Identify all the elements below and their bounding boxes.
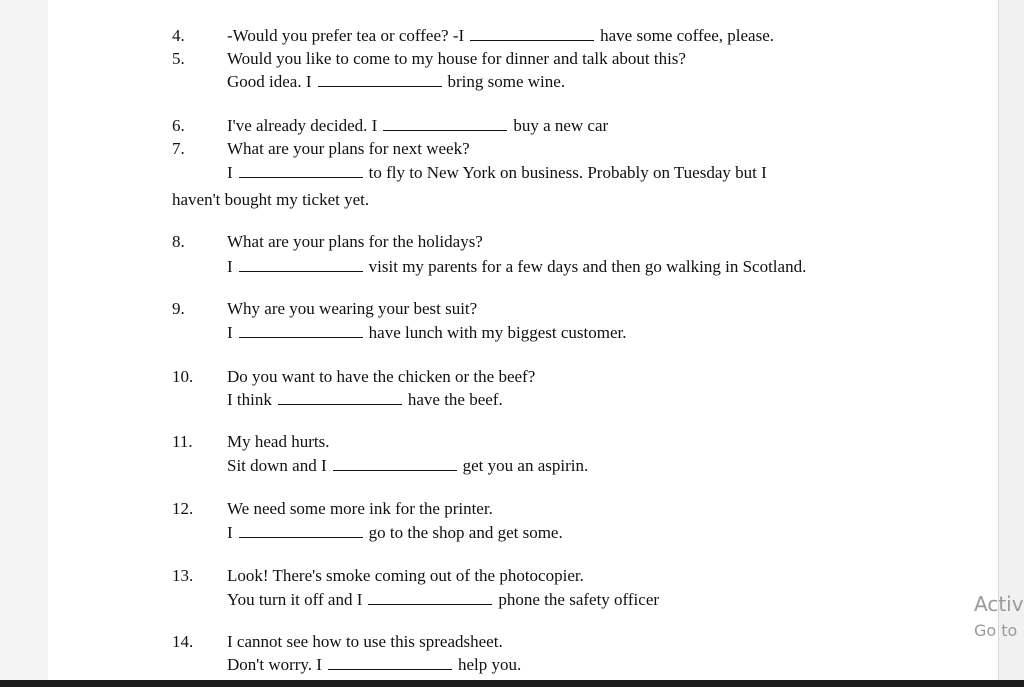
item-question: What are your plans for next week? [227,139,470,158]
line-text-after: phone the safety officer [498,590,660,609]
answer-blank [368,588,492,605]
exercise-item-11 [0,430,900,453]
exercise-item-11-answer [0,454,900,477]
item-question: Do you want to have the chicken or the beef? [227,367,536,386]
item-continuation: haven't bought my ticket yet. [172,190,370,209]
item-number: 7. [172,139,185,158]
line-text-before: I [227,163,233,182]
line-text-before: Don't worry. I [227,655,322,674]
line-text-after: have some coffee, please. [600,26,774,45]
activation-watermark-line1: Activ [974,592,1024,616]
item-line [227,24,774,47]
item-number: 4. [172,26,185,45]
exercise-item-13-answer [0,588,900,611]
line-text-after: visit my parents for a few days and then go walking in Scotland. [368,257,807,276]
exercise-item-7-continuation [0,188,900,211]
item-number: 5. [172,49,185,68]
item-number: 14. [172,632,194,651]
answer-blank [383,114,507,131]
exercise-item-10 [0,365,900,388]
item-line [227,521,563,544]
item-question: I cannot see how to use this spreadsheet. [227,632,503,651]
item-question: Look! There's smoke coming out of the photocopier. [227,566,584,585]
answer-blank [239,321,363,338]
exercise-item-8-answer [0,255,900,278]
item-question: We need some more ink for the printer. [227,499,493,518]
exercise-item-6 [0,114,900,137]
item-line [227,255,806,278]
item-question: My head hurts. [227,432,330,451]
line-text-after: buy a new car [513,116,609,135]
exercise-item-14-answer [0,653,900,676]
item-number: 13. [172,566,194,585]
item-line [227,70,565,93]
line-text-after: to fly to New York on business. Probably on Tuesday but I [368,163,767,182]
line-text-before: I [227,523,233,542]
answer-blank [470,24,594,41]
exercise-item-5-answer [0,70,900,93]
item-line [227,588,659,611]
item-question: Would you like to come to my house for dinner and talk about this? [227,49,686,68]
item-line [227,653,521,676]
line-text-after: go to the shop and get some. [368,523,563,542]
item-line [227,114,608,137]
item-number: 12. [172,499,194,518]
exercise-item-10-answer [0,388,900,411]
exercise-item-7-answer [0,161,900,184]
line-text-before: I [227,323,233,342]
exercise-item-9-answer [0,321,900,344]
right-scroll-area[interactable] [998,0,1024,687]
item-number: 9. [172,299,185,318]
exercise-item-5 [0,47,900,70]
activation-watermark-line2: Go to [974,621,1018,640]
line-text-before: Good idea. I [227,72,312,91]
item-number: 11. [172,432,193,451]
exercise-item-4 [0,24,900,47]
answer-blank [239,161,363,178]
exercise-item-9 [0,297,900,320]
item-line [227,454,588,477]
line-text-after: bring some wine. [447,72,566,91]
line-text-before: Sit down and I [227,456,327,475]
line-text-after: get you an aspirin. [462,456,589,475]
item-line [227,388,503,411]
answer-blank [318,70,442,87]
exercise-item-13 [0,564,900,587]
answer-blank [328,653,452,670]
item-number: 6. [172,116,185,135]
exercise-item-12 [0,497,900,520]
item-question: What are your plans for the holidays? [227,232,483,251]
line-text-after: have lunch with my biggest customer. [368,323,627,342]
item-line [227,321,626,344]
bottom-taskbar-edge [0,680,1024,687]
line-text-before: I think [227,390,272,409]
exercise-item-12-answer [0,521,900,544]
exercise-item-7 [0,137,900,160]
line-text-after: have the beef. [407,390,503,409]
exercise-item-8 [0,230,900,253]
line-text-before: I've already decided. I [227,116,378,135]
item-line [227,161,767,184]
item-question: Why are you wearing your best suit? [227,299,478,318]
line-text-before: I [227,257,233,276]
line-text-after: help you. [457,655,522,674]
answer-blank [333,454,457,471]
item-number: 10. [172,367,194,386]
line-text-before: -Would you prefer tea or coffee? -I [227,26,465,45]
item-number: 8. [172,232,185,251]
line-text-before: You turn it off and I [227,590,363,609]
answer-blank [239,255,363,272]
answer-blank [278,388,402,405]
exercise-item-14 [0,630,900,653]
answer-blank [239,521,363,538]
